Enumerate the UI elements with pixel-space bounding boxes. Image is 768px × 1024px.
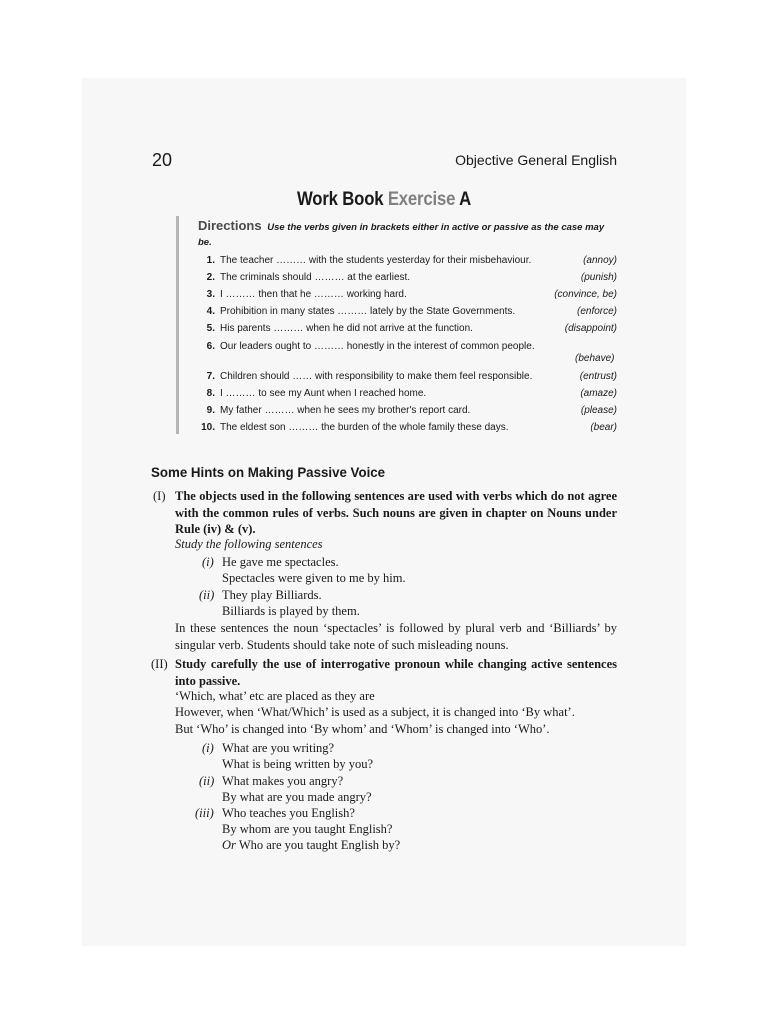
workbook-title-accent: Exercise: [387, 189, 456, 210]
example-active: Who teaches you English?: [222, 806, 355, 820]
directions: [198, 218, 618, 250]
exercise-item: [193, 387, 617, 400]
example-marker: (iii): [195, 806, 214, 820]
page-number: 20: [152, 150, 173, 170]
exercise-number: 10.: [201, 422, 215, 433]
exercise-text: Our leaders ought to ……… honestly in the interest of common people.: [220, 341, 535, 352]
exercise-hint: (entrust): [579, 371, 617, 382]
rule-line: ‘Which, what’ etc are placed as they are: [175, 689, 375, 703]
exercise-text: I ……… to see my Aunt when I reached home.: [220, 388, 427, 399]
rule-line: However, when ‘What/Which’ is used as a subject, it is changed into ‘By what’.: [175, 705, 575, 719]
exercise-text: The teacher ……… with the students yesterday for their misbehaviour.: [220, 255, 532, 266]
exercise-number: 3.: [206, 289, 215, 300]
workbook-title: [46, 189, 722, 211]
exercise-hint: (bear): [590, 422, 617, 433]
exercise-number: 2.: [206, 272, 215, 283]
workbook-title-main: Work Book: [296, 189, 384, 210]
directions-text: Use the verbs given in brackets either in active or passive as the case may be.: [198, 222, 605, 248]
point-marker: (I): [153, 489, 166, 503]
point-heading: Study carefully the use of interrogative pronoun while changing active sentences into passive.: [175, 657, 617, 688]
exercise-item: [193, 271, 617, 284]
exercise-text: The criminals should ……… at the earliest.: [220, 272, 411, 283]
exercise-hint: (annoy): [583, 255, 617, 266]
exercise-hint: (disappoint): [564, 323, 617, 334]
alternative-prefix: Or: [222, 838, 236, 852]
exercise-item: [193, 340, 617, 353]
exercise-number: 1.: [206, 255, 215, 266]
point-heading: The objects used in the following sentences are used with verbs which do not agree with the common rules of verbs. Such nouns are given in chapter on Nouns under Rule (iv) & (v).: [175, 489, 617, 536]
exercise-hint: (please): [580, 405, 617, 416]
workbook-title-letter: A: [459, 189, 471, 210]
example-marker: (ii): [199, 774, 215, 788]
exercise-item: [193, 370, 617, 383]
exercise-item: [193, 305, 617, 318]
running-title: Objective General English: [455, 152, 617, 168]
exercise-item: [193, 404, 617, 417]
example-marker: (i): [202, 555, 214, 569]
example-active: They play Billiards.: [222, 588, 322, 602]
exercise-hint: (amaze): [580, 388, 617, 399]
exercise-number: 4.: [206, 306, 215, 317]
example-passive: Billiards is played by them.: [222, 604, 360, 618]
exercise-text: Children should …… with responsibility to make them feel responsible.: [220, 371, 533, 382]
exercise-hint: (convince, be): [554, 289, 617, 300]
exercise-text: Prohibition in many states ……… lately by the State Governments.: [220, 306, 516, 317]
exercise-text: The eldest son ……… the burden of the whole family these days.: [220, 422, 509, 433]
exercise-number: 9.: [206, 405, 215, 416]
example-passive: What is being written by you?: [222, 757, 374, 771]
rule-line: But ‘Who’ is changed into ‘By whom’ and ‘Whom’ is changed into ‘Who’.: [175, 722, 550, 736]
example-active: He gave me spectacles.: [222, 555, 339, 569]
section-title: Some Hints on Making Passive Voice: [151, 464, 386, 480]
note-paragraph: In these sentences the noun ‘spectacles’ is followed by plural verb and ‘Billiards’ by singular verb. Students should take note of such misleading nouns.: [175, 621, 617, 652]
example-marker: (ii): [199, 588, 215, 602]
exercise-number: 6.: [206, 341, 215, 352]
exercise-item: [193, 288, 617, 301]
example-marker: (i): [202, 741, 214, 755]
exercise-text: My father ……… when he sees my brother's report card.: [220, 405, 471, 416]
exercise-hint: (behave): [575, 353, 615, 364]
example-alternative: [222, 837, 400, 854]
example-passive: By whom are you taught English?: [222, 822, 393, 836]
exercise-number: 7.: [206, 371, 215, 382]
example-passive: Spectacles were given to me by him.: [222, 571, 406, 585]
exercise-hint: (enforce): [576, 306, 617, 317]
example-passive: By what are you made angry?: [222, 790, 372, 804]
example-active: What makes you angry?: [222, 774, 344, 788]
point-marker: (II): [151, 657, 168, 671]
exercise-hint: (punish): [580, 272, 617, 283]
exercise-number: 8.: [206, 388, 215, 399]
directions-label: Directions: [198, 218, 262, 233]
study-line: Study the following sentences: [175, 537, 323, 551]
exercise-item: [193, 322, 617, 335]
directions-side-bar: [176, 216, 179, 434]
exercise-number: 5.: [206, 323, 215, 334]
exercise-text: His parents ……… when he did not arrive at the function.: [220, 323, 473, 334]
exercise-item: [193, 254, 617, 267]
exercise-item: [193, 421, 617, 434]
exercise-text: I ……… then that he ……… working hard.: [220, 289, 407, 300]
example-active: What are you writing?: [222, 741, 335, 755]
alternative-text: Who are you taught English by?: [238, 838, 401, 852]
